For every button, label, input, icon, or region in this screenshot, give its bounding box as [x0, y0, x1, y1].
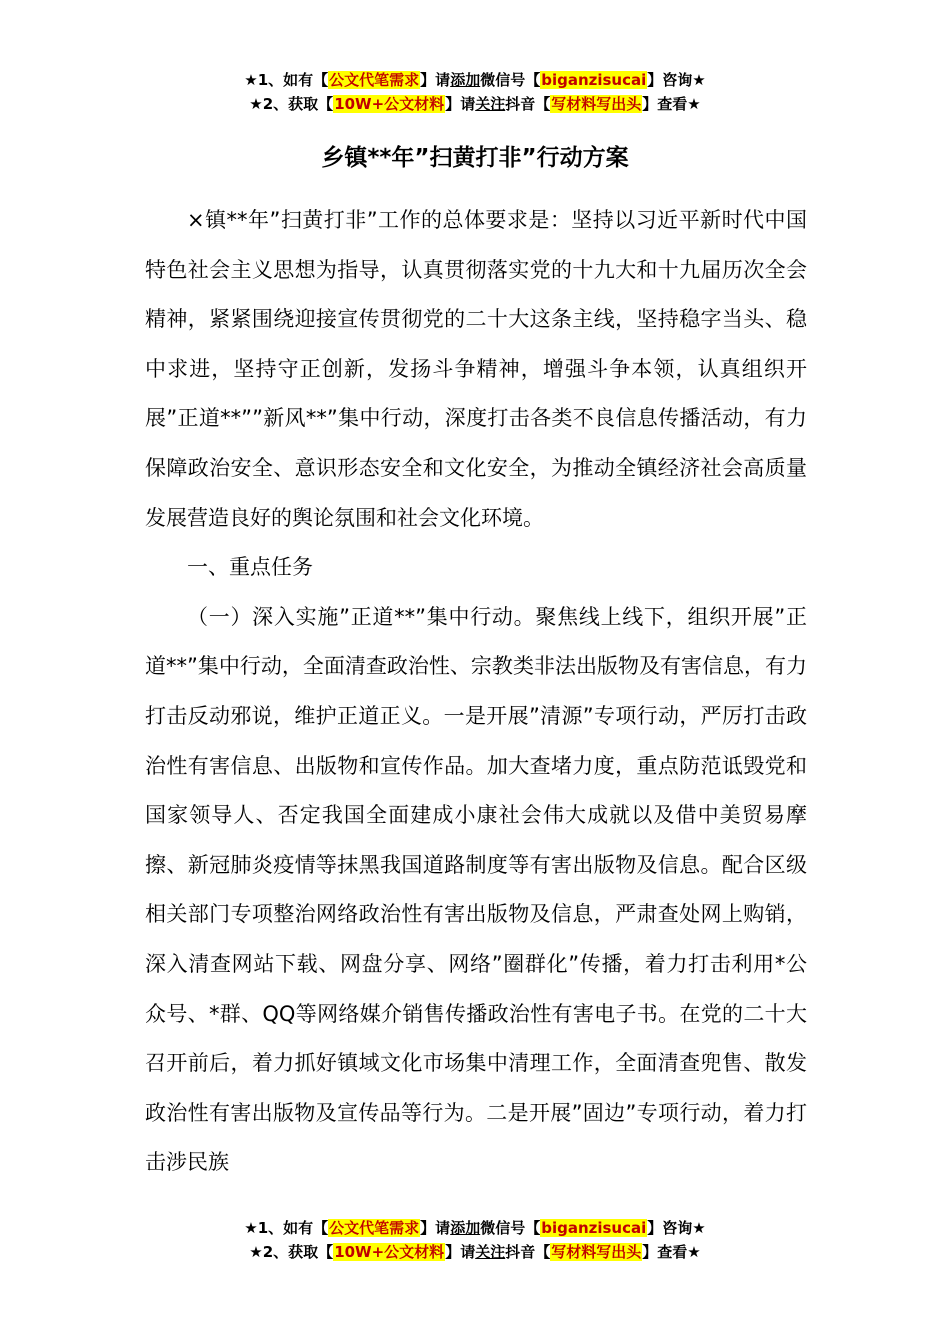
- document-body: [145, 196, 807, 1188]
- highlight-text: biganzisucai: [541, 1219, 647, 1237]
- banner-text: 】请: [445, 95, 476, 113]
- document-title: 乡镇**年”扫黄打非”行动方案: [321, 145, 629, 171]
- banner-text: 微信号【: [480, 71, 541, 89]
- footer-banner: [0, 1216, 950, 1264]
- banner-text: 】咨询★: [647, 1219, 706, 1237]
- banner-line-1: [0, 1216, 950, 1240]
- banner-text: 抖音【: [505, 1243, 551, 1261]
- banner-line-2: [0, 1240, 950, 1264]
- underlined-text: 添加: [450, 1219, 481, 1237]
- banner-text: 】查看★: [642, 1243, 701, 1261]
- banner-text: 抖音【: [505, 95, 551, 113]
- underlined-text: 添加: [450, 71, 481, 89]
- header-banner: [0, 68, 950, 116]
- underlined-text: 关注: [475, 1243, 506, 1261]
- highlight-text: 公文代笔需求: [329, 71, 420, 89]
- underlined-text: 关注: [475, 95, 506, 113]
- highlight-text: 写材料写出头: [551, 95, 642, 113]
- banner-text: 】咨询★: [647, 71, 706, 89]
- highlight-text: biganzisucai: [541, 71, 647, 89]
- section-heading: 一、重点任务: [187, 555, 313, 580]
- banner-text: 】请: [420, 1219, 451, 1237]
- banner-text: ★1、如有【: [244, 1219, 329, 1237]
- banner-text: 微信号【: [480, 1219, 541, 1237]
- banner-text: ★2、获取【: [249, 95, 334, 113]
- banner-text: ★1、如有【: [244, 71, 329, 89]
- highlight-text: 公文代笔需求: [329, 1219, 420, 1237]
- paragraph-task-1: （一）深入实施”正道**”集中行动。聚焦线上线下，组织开展”正道**”集中行动，全面清查政治性、宗教类非法出版物及有害信息，有力打击反动邪说，维护正道正义。一是开展”清源”专项行动，严厉打击政治性有害信息、出版物和宣传作品。加大查堵力度，重点防范诋毁党和国家领导人、否定我国全面建成小康社会伟大成就以及借中美贸易摩擦、新冠肺炎疫情等抹黑我国道路制度等有害出版物及信息。配合区级相关部门专项整治网络政治性有害出版物及信息，严肃查处网上购销，深入清查网站下载、网盘分享、网络”圈群化”传播，着力打击利用*公众号、*群、QQ等网络媒介销售传播政治性有害电子书。在党的二十大召开前后，着力抓好镇域文化市场集中清理工作，全面清查兜售、散发政治性有害出版物及宣传品等行为。二是开展”固边”专项行动，着力打击涉民族: [145, 604, 807, 1175]
- banner-text: 】请: [445, 1243, 476, 1261]
- highlight-text: 10W+公文材料: [334, 1243, 445, 1261]
- banner-text: 】请: [420, 71, 451, 89]
- banner-text: 】查看★: [642, 95, 701, 113]
- banner-text: ★2、获取【: [249, 1243, 334, 1261]
- banner-line-2: [0, 92, 950, 116]
- highlight-text: 10W+公文材料: [334, 95, 445, 113]
- highlight-text: 写材料写出头: [551, 1243, 642, 1261]
- banner-line-1: [0, 68, 950, 92]
- paragraph-intro: ×镇**年”扫黄打非”工作的总体要求是：坚持以习近平新时代中国特色社会主义思想为指导，认真贯彻落实党的十九大和十九届历次全会精神，紧紧围绕迎接宣传贯彻党的二十大这条主线，坚持稳字当头、稳中求进，坚持守正创新，发扬斗争精神，增强斗争本领，认真组织开展”正道**””新风**”集中行动，深度打击各类不良信息传播活动，有力保障政治安全、意识形态安全和文化安全，为推动全镇经济社会高质量发展营造良好的舆论氛围和社会文化环境。: [145, 208, 807, 530]
